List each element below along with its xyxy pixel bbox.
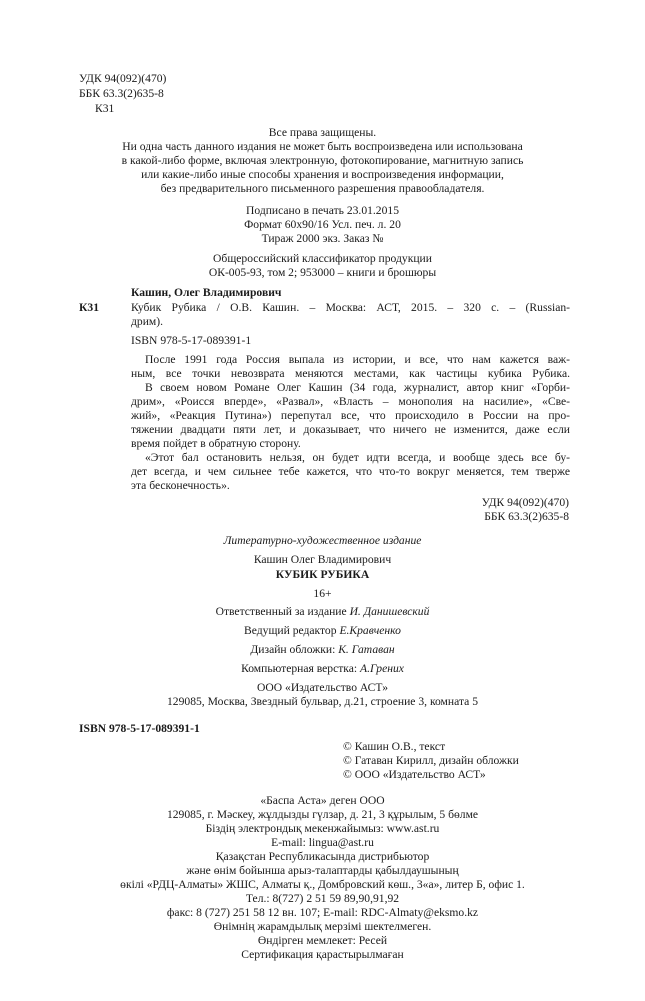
bbk-code: ББК 63.3(2)635-8 [79,87,164,100]
layout-label: Компьютерная верстка: [241,662,358,675]
udk-code: УДК 94(092)(470) [79,72,167,85]
rights-line: или какие-либо иные способы хранения и воспроизведения информации, [141,168,504,181]
kz-line: «Баспа Аста» деген ООО [260,794,385,807]
rights-line: Все права защищены. [268,126,377,139]
rights-line: Ни одна часть данного издания не может быть воспроизведена или использована [122,140,523,153]
layout-name: А.Грених [360,662,404,675]
rights-line: в какой-либо форме, включая электронную, фотокопирование, магнитную запись [121,154,524,167]
annotation-line: эта бесконечность». [131,479,230,492]
kz-line: 129085, г. Мәскеу, жұлдызды гүлзар, д. 21, 3 құрылым, 5 бөлме [166,808,479,821]
edition-type: Литературно-художественное издание [223,534,422,547]
publisher-name: ООО «Издательство АСТ» [257,681,388,694]
cover-credit [0,643,645,656]
annotation-line: жий», «Реакция Путина») перепутал все, что происходило в России на про- [131,409,570,422]
biblio-author: Кашин, Олег Владимирович [131,286,282,299]
isbn-bottom: ISBN 978-5-17-089391-1 [79,722,200,735]
age-rating: 16+ [313,587,332,600]
annotation-line: В своем новом Романе Олег Кашин (34 года, журналист, автор книг «Горби- [145,381,570,394]
cover-label: Дизайн обложки: [250,643,336,656]
biblio-isbn: ISBN 978-5-17-089391-1 [131,334,252,347]
signed-date: Подписано в печать 23.01.2015 [245,204,399,217]
classifier-line: Общероссийский классификатор продукции [213,252,432,265]
author-mark: К31 [95,102,115,115]
kz-line: Сертификация қарастырылмаған [241,948,404,961]
kz-line: Өндірген мемлекет: Ресей [257,934,388,947]
annotation-line: После 1991 года Россия выпала из истории, и все, что нам кажется важ- [145,353,570,366]
kz-line: және өнім бойынша арыз-талаптарды қабылдаушының [186,864,459,877]
classifier-line: ОК-005-93, том 2; 953000 – книги и брошюры [208,266,437,279]
rights-line: без предварительного письменного разрешения правообладателя. [160,182,485,195]
annotation-line: дет всегда, и чем сильнее тебе кажется, что что-то вокруг меняется, тем тверже [131,465,570,478]
kz-line: өкілі «РДЦ-Алматы» ЖШС, Алматы қ., Домбровский көш., 3«а», литер Б, офис 1. [120,878,525,891]
edition-author: Кашин Олег Владимирович [253,553,392,566]
editor-label: Ведущий редактор [244,624,337,637]
editor-credit [0,624,645,637]
annotation-line: «Этот бал остановить нельзя, он будет идти всегда, и вообще здесь все бу- [145,451,570,464]
bbk-code-right: ББК 63.3(2)635-8 [484,510,569,523]
kz-line: Қазақстан Республикасында дистрибьютор [215,850,430,863]
udk-code-right: УДК 94(092)(470) [481,496,569,509]
annotation-line: дрим», «Роисся вперде», «Развал», «Власть – монополия на насилие», «Све- [131,395,570,408]
kz-line: E-mail: lingua@ast.ru [271,836,374,849]
responsible-label: Ответственный за издание [215,605,347,618]
annotation-line: время пойдет в обратную сторону. [131,437,301,450]
annotation-line: ным, все точки невозврата меняются местами, как частицы кубика Рубика. [131,367,570,380]
copyright-line: © ООО «Издательство АСТ» [343,768,486,781]
responsible-credit [0,605,645,618]
print-format: Формат 60х90/16 Усл. печ. л. 20 [244,218,401,231]
book-title: КУБИК РУБИКА [275,568,370,581]
layout-credit [0,662,645,675]
editor-name: Е.Кравченко [339,624,401,637]
annotation-line: тяжении двадцати пяти лет, и доказывает, что ничего не изменится, даже если [131,423,570,436]
kz-line: факс: 8 (727) 251 58 12 вн. 107; E-mail: RDC-Almaty@eksmo.kz [166,906,479,919]
copyright-line: © Гатаван Кирилл, дизайн обложки [343,754,519,767]
kz-line: Біздің электрондық мекенжайымыз: www.ast.ru [205,822,440,835]
biblio-mark: К31 [79,301,100,314]
cover-name: К. Гатаван [338,643,395,656]
print-run: Тираж 2000 экз. Заказ № [261,232,384,245]
kz-line: Тел.: 8(727) 2 51 59 89,90,91,92 [245,892,400,905]
kz-line: Өнімнің жарамдылық мерзімі шектелмеген. [213,920,432,933]
biblio-reference: Кубик Рубика / О.В. Кашин. – Москва: АСТ, 2015. – 320 с. – (Russian- [131,301,570,314]
publisher-address: 129085, Москва, Звездный бульвар, д.21, строение 3, комната 5 [167,695,478,708]
copyright-line: © Кашин О.В., текст [343,740,446,753]
biblio-reference: дрим). [131,315,163,328]
responsible-name: И. Данишевский [349,605,430,618]
